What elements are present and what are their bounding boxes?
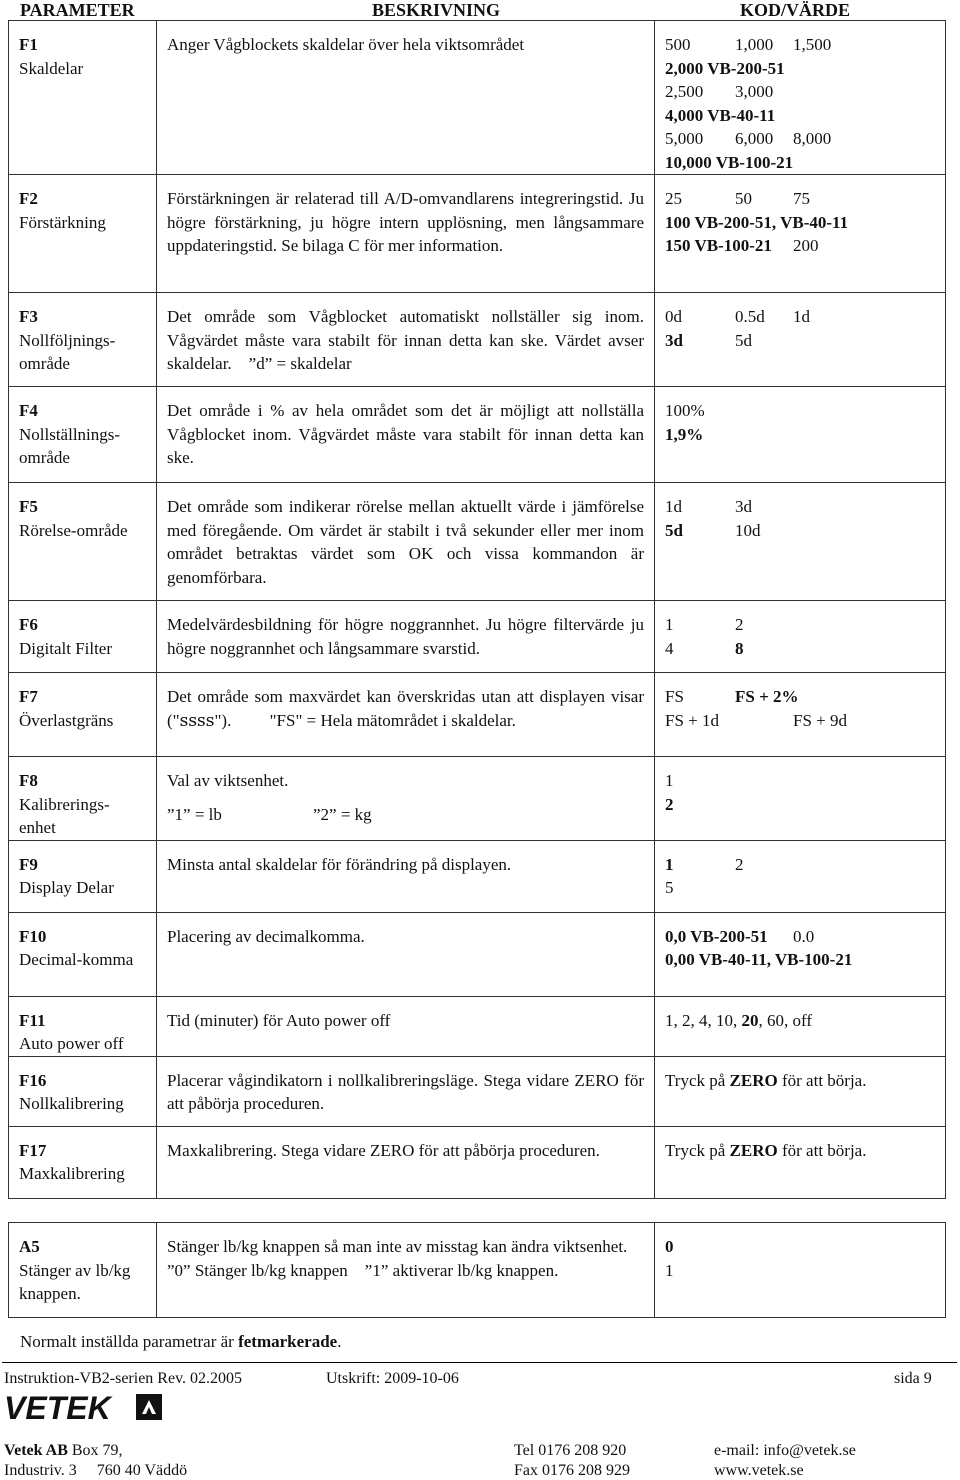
footer-print-date: Utskrift: 2009-10-06 bbox=[326, 1370, 459, 1387]
value-segment: 1, 2, 4, 10, bbox=[665, 1010, 742, 1030]
description-cell bbox=[157, 996, 655, 1056]
description-text: Maxkalibrering. Stega vidare ZERO för att påbörja proceduren. bbox=[167, 1140, 600, 1160]
footer-web[interactable]: www.vetek.se bbox=[714, 1462, 804, 1479]
parameter-cell bbox=[9, 757, 157, 841]
description-cell bbox=[157, 1223, 655, 1318]
value-cell bbox=[655, 757, 946, 841]
description-text: Placering av decimalkomma. bbox=[167, 926, 365, 946]
table-row bbox=[9, 912, 946, 996]
table-row bbox=[9, 483, 946, 601]
table-row bbox=[9, 601, 946, 673]
footer-doc-revision: Instruktion-VB2-serien Rev. 02.2005 bbox=[4, 1370, 243, 1387]
parameter-name: Display Delar bbox=[19, 878, 114, 897]
value-cell bbox=[655, 1126, 946, 1198]
value-segment: 4 bbox=[665, 638, 674, 658]
value-segment: 500 bbox=[665, 35, 691, 54]
value-line bbox=[665, 187, 935, 211]
value-line bbox=[665, 519, 935, 543]
table-row bbox=[9, 1223, 946, 1318]
value-cell bbox=[655, 840, 946, 912]
value-cell bbox=[655, 996, 946, 1056]
value-segment: FS + 9d bbox=[793, 710, 847, 730]
value-segment: 2,500 bbox=[665, 82, 704, 101]
value-segment: 100% bbox=[665, 401, 705, 420]
value-cell bbox=[655, 1056, 946, 1126]
description-text: Det område i % av hela området som det är möjligt att nollställa Vågblocket inom. Vågvärdet måste vara stabilt för innan detta kan ske. bbox=[167, 401, 649, 467]
value-segment: FS bbox=[665, 687, 684, 706]
description-cell bbox=[157, 293, 655, 387]
parameter-name: Nollkalibrering bbox=[19, 1094, 124, 1113]
description-cell bbox=[157, 840, 655, 912]
description-text: Minsta antal skaldelar för förändring på displayen. bbox=[167, 854, 512, 874]
parameter-id: F11 bbox=[19, 1010, 46, 1030]
parameter-table bbox=[8, 20, 946, 1199]
value-line bbox=[665, 234, 935, 258]
description-text: Val av viktsenhet. bbox=[167, 771, 289, 790]
value-line bbox=[665, 104, 935, 128]
description-text: Tid (minuter) för Auto power off bbox=[167, 1010, 391, 1030]
description-text: Förstärkningen är relaterad till A/D-omvandlarens integreringstid. Ju högre förstärkning, ju högre intern upplösning, men långsammare uppdateringstid. Se bilaga C för mer information. bbox=[167, 189, 649, 255]
note-bold: fetmarkerade bbox=[238, 1332, 338, 1351]
parameter-cell bbox=[9, 601, 157, 673]
parameter-cell bbox=[9, 293, 157, 387]
value-line bbox=[665, 1235, 935, 1259]
value-segment: 25 bbox=[665, 189, 682, 208]
value-segment: ZERO bbox=[729, 1070, 778, 1090]
logo-text: VETEK bbox=[4, 1392, 111, 1422]
value-line bbox=[665, 948, 935, 972]
parameter-name: Auto power off bbox=[19, 1034, 124, 1053]
value-segment: 5d bbox=[665, 520, 683, 540]
description-cell bbox=[157, 1126, 655, 1198]
value-segment: 150 VB-100-21 bbox=[665, 236, 772, 255]
parameter-name: Maxkalibrering bbox=[19, 1164, 125, 1183]
footer-company bbox=[4, 1442, 123, 1460]
value-segment: 1d bbox=[665, 497, 682, 516]
description-text: Placerar vågindikatorn i nollkalibreringsläge. Stega vidare ZERO för att påbörja proceduren. bbox=[167, 1070, 649, 1113]
parameter-id: A5 bbox=[19, 1237, 40, 1256]
value-segment: 0d bbox=[665, 307, 682, 326]
footer-page-number: sida 9 bbox=[894, 1370, 932, 1387]
footer-fax: Fax 0176 208 929 bbox=[514, 1462, 630, 1479]
company-name: Vetek AB bbox=[4, 1442, 68, 1459]
value-cell bbox=[655, 1223, 946, 1318]
value-segment: 1 bbox=[665, 771, 674, 790]
table-row bbox=[9, 1126, 946, 1198]
value-segment: för att börja. bbox=[777, 1070, 867, 1090]
value-line bbox=[665, 876, 935, 900]
table-row bbox=[9, 387, 946, 483]
value-cell bbox=[655, 387, 946, 483]
value-segment: 0.5d bbox=[735, 307, 765, 326]
value-segment: 10d bbox=[735, 520, 761, 540]
description-cell bbox=[157, 387, 655, 483]
description-text: Medelvärdesbildning för högre noggrannhet. Ju högre filtervärde ju högre noggrannhet och långsammare svarstid. bbox=[167, 615, 649, 658]
value-segment: 3,000 bbox=[735, 82, 774, 101]
value-segment: 1,000 bbox=[735, 35, 774, 54]
value-cell bbox=[655, 293, 946, 387]
table-row bbox=[9, 1056, 946, 1126]
description-text: Det område som maxvärdet kan överskridas utan att displayen visar ("ꜱꜱꜱꜱ"). "FS" = Hela mätområdet i skaldelar. bbox=[167, 687, 649, 730]
note-text: Normalt inställda parametrar är bbox=[20, 1332, 239, 1351]
table-row bbox=[9, 21, 946, 175]
parameter-id: F2 bbox=[19, 189, 38, 208]
table-row bbox=[9, 840, 946, 912]
value-segment: 1,500 bbox=[793, 35, 832, 54]
parameter-name: Nollställnings-område bbox=[19, 424, 121, 467]
value-segment: 1 bbox=[665, 854, 674, 874]
value-segment: 100 VB-200-51, VB-40-11 bbox=[665, 212, 849, 232]
header-parameter: PARAMETER bbox=[20, 0, 135, 20]
value-segment: 2 bbox=[735, 854, 744, 874]
header-code-value: KOD/VÄRDE bbox=[740, 0, 851, 20]
parameter-name: Nollföljnings-område bbox=[19, 330, 116, 373]
description-text: Stänger lb/kg knappen så man inte av misstag kan ändra viktsenhet. bbox=[167, 1237, 628, 1256]
value-segment: , 60, off bbox=[758, 1010, 813, 1030]
value-line bbox=[665, 769, 935, 793]
table-row bbox=[9, 673, 946, 757]
parameter-name: Decimal-komma bbox=[19, 950, 134, 969]
value-line bbox=[665, 399, 935, 423]
value-segment: 5 bbox=[665, 878, 674, 897]
description-cell bbox=[157, 483, 655, 601]
description-text: Anger Vågblockets skaldelar över hela viktsområdet bbox=[167, 35, 525, 54]
value-segment: 8,000 bbox=[793, 129, 832, 148]
footer-street: Industriv. 3 760 40 Väddö bbox=[4, 1462, 188, 1479]
value-segment: FS + 2% bbox=[735, 687, 799, 706]
value-segment: 0,0 VB-200-51 bbox=[665, 926, 768, 946]
description-cell bbox=[157, 1056, 655, 1126]
value-line bbox=[665, 329, 935, 353]
value-line bbox=[665, 637, 935, 661]
footer-email[interactable]: e-mail: info@vetek.se bbox=[714, 1442, 856, 1459]
value-segment: 2,000 VB-200-51 bbox=[665, 58, 785, 78]
value-line bbox=[665, 423, 935, 447]
parameter-cell bbox=[9, 1056, 157, 1126]
extra-parameter-table bbox=[8, 1222, 946, 1318]
note-end: . bbox=[337, 1332, 342, 1351]
value-segment: 8 bbox=[735, 638, 744, 658]
value-segment: 0.0 bbox=[793, 926, 815, 946]
value-line bbox=[665, 1139, 935, 1163]
value-segment: 75 bbox=[793, 189, 810, 208]
value-segment: 1,9% bbox=[665, 424, 704, 444]
description-cell bbox=[157, 175, 655, 293]
option-lb: ”1” = lb bbox=[167, 804, 222, 824]
value-line bbox=[665, 793, 935, 817]
note bbox=[20, 1332, 341, 1352]
value-segment: 1d bbox=[793, 307, 810, 326]
value-line bbox=[665, 709, 935, 733]
parameter-id: F6 bbox=[19, 615, 38, 634]
footer-tel: Tel 0176 208 920 bbox=[514, 1442, 627, 1459]
value-segment: 6,000 bbox=[735, 129, 774, 148]
value-segment: 20 bbox=[741, 1010, 759, 1030]
description-cell bbox=[157, 21, 655, 175]
parameter-cell bbox=[9, 840, 157, 912]
parameter-name: Förstärkning bbox=[19, 212, 106, 232]
table-row bbox=[9, 175, 946, 293]
parameter-name: Stänger av lb/kg knappen. bbox=[19, 1260, 131, 1303]
parameter-id: F5 bbox=[19, 497, 38, 516]
value-segment: 0,00 VB-40-11, VB-100-21 bbox=[665, 950, 853, 969]
parameter-id: F8 bbox=[19, 771, 38, 790]
parameter-cell bbox=[9, 673, 157, 757]
value-cell bbox=[655, 601, 946, 673]
header-description: BESKRIVNING bbox=[372, 0, 501, 20]
parameter-id: F3 bbox=[19, 307, 38, 326]
option-kg: ”2” = kg bbox=[313, 804, 372, 824]
value-segment: 2 bbox=[665, 794, 674, 814]
parameter-cell bbox=[9, 483, 157, 601]
vetek-logo bbox=[4, 1392, 164, 1422]
value-line bbox=[665, 1009, 935, 1033]
description-cell bbox=[157, 912, 655, 996]
parameter-name: Rörelse-område bbox=[19, 520, 128, 540]
value-segment: för att börja. bbox=[777, 1140, 867, 1160]
value-segment: 10,000 VB-100-21 bbox=[665, 152, 794, 172]
parameter-name: Kalibrerings-enhet bbox=[19, 794, 110, 837]
value-line bbox=[665, 685, 935, 709]
parameter-name: Skaldelar bbox=[19, 58, 84, 78]
table-row bbox=[9, 293, 946, 387]
footer-divider bbox=[2, 1362, 957, 1363]
table-row bbox=[9, 996, 946, 1056]
parameter-id: F10 bbox=[19, 926, 47, 946]
parameter-cell bbox=[9, 996, 157, 1056]
description-text: Det område som indikerar rörelse mellan aktuellt värde i jämförelse med föregående. Om värdet är stabilt i två sekunder eller mer inom området betraktas värdet som OK och vissa kommandon är genomförbara. bbox=[167, 497, 649, 587]
table-row bbox=[9, 757, 946, 841]
description-cell bbox=[157, 673, 655, 757]
parameter-id: F7 bbox=[19, 687, 38, 706]
value-segment: FS + 1d bbox=[665, 710, 719, 730]
value-segment: Tryck på bbox=[665, 1070, 730, 1090]
value-line bbox=[665, 127, 935, 151]
parameter-cell bbox=[9, 21, 157, 175]
parameter-cell bbox=[9, 912, 157, 996]
parameter-id: F9 bbox=[19, 854, 38, 874]
value-segment: 1 bbox=[665, 615, 674, 634]
table-header bbox=[0, 0, 960, 22]
value-line bbox=[665, 80, 935, 104]
value-segment: 200 bbox=[793, 236, 819, 255]
value-segment: Tryck på bbox=[665, 1140, 730, 1160]
parameter-name: Överlastgräns bbox=[19, 710, 114, 730]
value-cell bbox=[655, 912, 946, 996]
value-line bbox=[665, 33, 935, 57]
description-options bbox=[167, 803, 644, 837]
description-extra: ”0” Stänger lb/kg knappen ”1” aktiverar lb/kg knappen. bbox=[167, 1260, 559, 1280]
value-cell bbox=[655, 673, 946, 757]
value-segment: 3d bbox=[665, 330, 683, 350]
value-segment: 4,000 VB-40-11 bbox=[665, 105, 776, 125]
parameter-cell bbox=[9, 1126, 157, 1198]
description-text: Det område som Vågblocket automatiskt nollställer sig inom. Vågvärdet måste vara stabilt för innan detta kan ske. Värdet avser skaldelar. ”d” = skaldelar bbox=[167, 307, 649, 373]
value-line bbox=[665, 853, 935, 877]
value-cell bbox=[655, 175, 946, 293]
value-segment: 5,000 bbox=[665, 129, 704, 148]
parameter-id: F17 bbox=[19, 1140, 47, 1160]
parameter-id: F16 bbox=[19, 1070, 47, 1090]
value-segment: 1 bbox=[665, 1260, 674, 1280]
value-line bbox=[665, 57, 935, 81]
company-box: Box 79, bbox=[67, 1442, 123, 1459]
parameter-name: Digitalt Filter bbox=[19, 638, 113, 658]
value-line bbox=[665, 1259, 935, 1283]
value-segment: 0 bbox=[665, 1237, 674, 1256]
value-segment: 50 bbox=[735, 189, 752, 208]
value-line bbox=[665, 211, 935, 235]
value-segment: 5d bbox=[735, 330, 752, 350]
value-segment: ZERO bbox=[729, 1140, 778, 1160]
value-cell bbox=[655, 21, 946, 175]
description-cell bbox=[157, 757, 655, 841]
value-segment: 3d bbox=[735, 497, 752, 516]
value-line bbox=[665, 151, 935, 175]
parameter-id: F4 bbox=[19, 401, 38, 420]
value-line bbox=[665, 1069, 935, 1093]
parameter-id: F1 bbox=[19, 35, 38, 54]
parameter-cell bbox=[9, 387, 157, 483]
parameter-cell bbox=[9, 1223, 157, 1318]
value-segment: 2 bbox=[735, 615, 744, 634]
value-line bbox=[665, 305, 935, 329]
parameter-cell bbox=[9, 175, 157, 293]
value-line bbox=[665, 495, 935, 519]
value-line bbox=[665, 925, 935, 949]
description-cell bbox=[157, 601, 655, 673]
value-cell bbox=[655, 483, 946, 601]
value-line bbox=[665, 613, 935, 637]
